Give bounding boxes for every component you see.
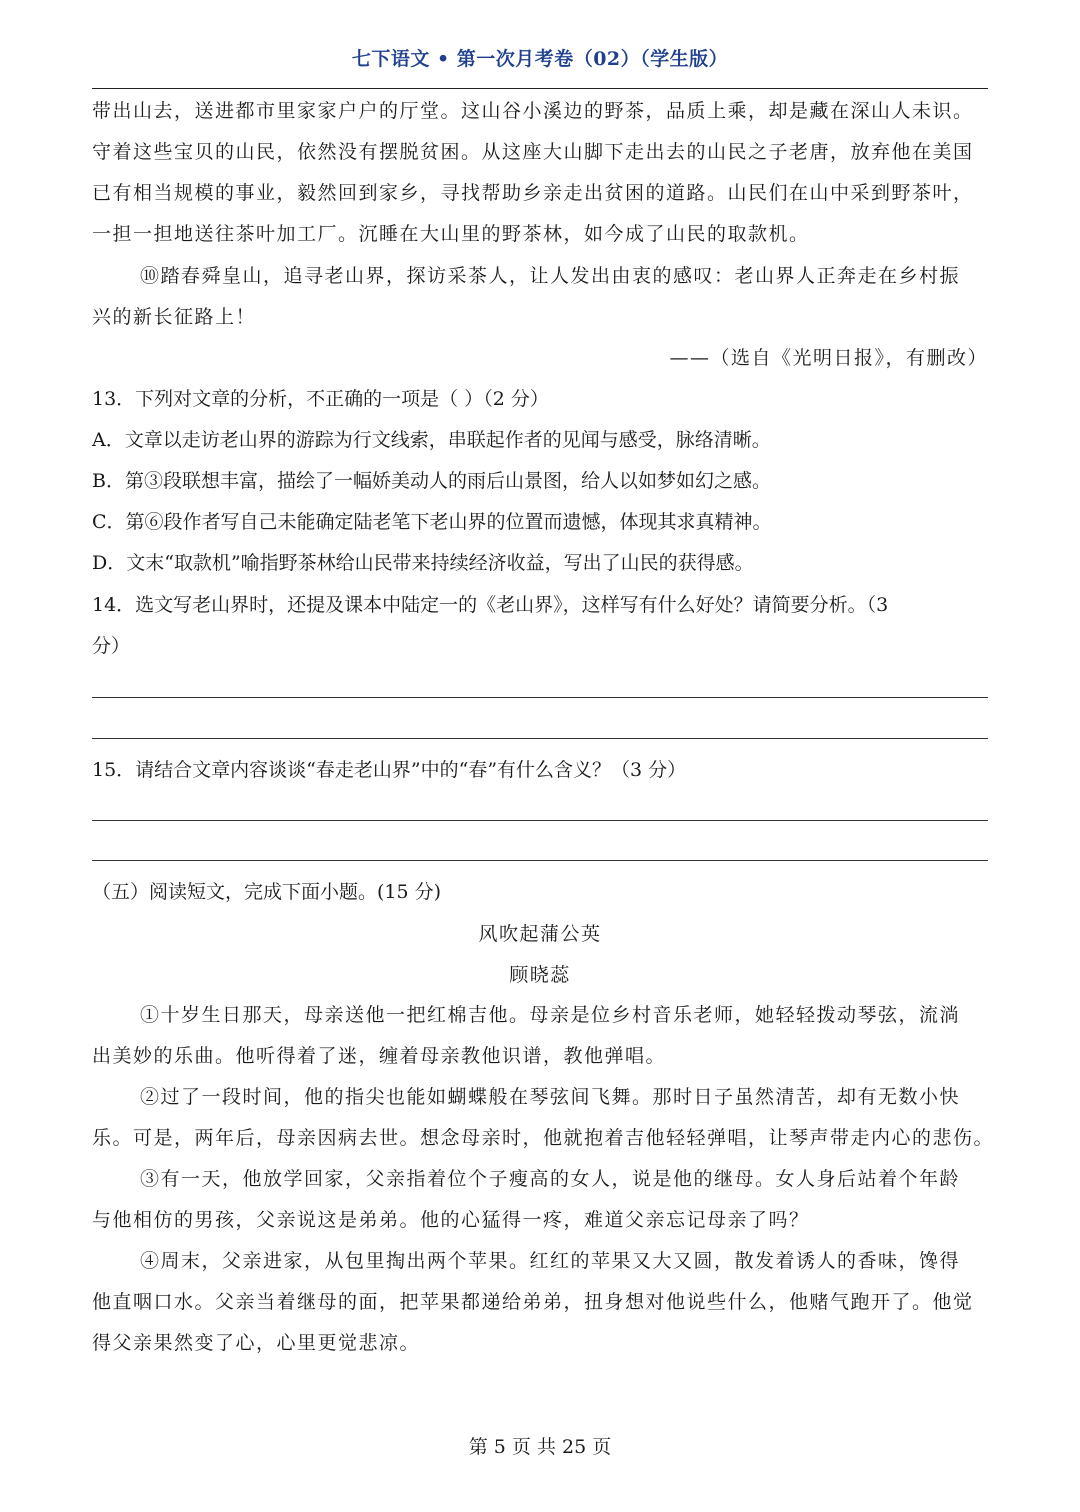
story-line: 与他相仿的男孩，父亲说这是弟弟。他的心猛得一疼，难道父亲忘记母亲了吗？	[92, 1209, 810, 1231]
question-14-stem-line-1: 14．选文写老山界时，还提及课本中陆定一的《老山界》，这样写有什么好处？请简要分析。（3	[92, 594, 889, 616]
question-15-answer-line	[92, 820, 988, 821]
story-line: ④周末，父亲进家，从包里掏出两个苹果。红红的苹果又大又圆，散发着诱人的香味，馋得	[140, 1250, 961, 1272]
story-line: 他直咽口水。父亲当着继母的面，把苹果都递给弟弟，扭身想对他说些什么，他赌气跑开了。他觉	[92, 1291, 974, 1313]
question-13-option-b: B．第③段联想丰富，描绘了一幅娇美动人的雨后山景图，给人以如梦如幻之感。	[92, 470, 771, 492]
question-13-option-d: D．文末“取款机”喻指野茶林给山民带来持续经济收益，写出了山民的获得感。	[92, 552, 754, 574]
question-15-answer-line	[92, 860, 988, 861]
story-line: 得父亲果然变了心，心里更觉悲凉。	[92, 1332, 421, 1354]
passage-line: 一担一担地送往茶叶加工厂。沉睡在大山里的野茶林，如今成了山民的取款机。	[92, 223, 810, 245]
question-15-stem: 15．请结合文章内容谈谈“春走老山界”中的“春”有什么含义？（3 分）	[92, 759, 687, 781]
question-13-option-c: C．第⑥段作者写自己未能确定陆老笔下老山界的位置而遗憾，体现其求真精神。	[92, 511, 772, 533]
story-line: 乐。可是，两年后，母亲因病去世。想念母亲时，他就抱着吉他轻轻弹唱，让琴声带走内心的悲伤。	[92, 1127, 995, 1149]
paragraph-10-line-1: ⑩踏春舜皇山，追寻老山界，探访采茶人，让人发出由衷的感叹：老山界人正奔走在乡村振	[140, 265, 961, 287]
question-14-answer-line	[92, 697, 988, 698]
passage-source: ——（选自《光明日报》，有删改）	[669, 347, 988, 369]
story-title: 风吹起蒲公英	[478, 923, 602, 945]
section-5-heading: （五）阅读短文，完成下面小题。(15 分)	[92, 881, 442, 903]
passage-line: 带出山去，送进都市里家家户户的厅堂。这山谷小溪边的野茶，品质上乘，却是藏在深山人未识。	[92, 100, 974, 122]
page-number: 第 5 页 共 25 页	[468, 1436, 612, 1458]
story-line: ②过了一段时间，他的指尖也能如蝴蝶般在琴弦间飞舞。那时日子虽然清苦，却有无数小快	[140, 1086, 961, 1108]
passage-line: 守着这些宝贝的山民，依然没有摆脱贫困。从这座大山脚下走出去的山民之子老唐，放弃他在美国	[92, 141, 974, 163]
question-13-option-a: A．文章以走访老山界的游踪为行文线索，串联起作者的见闻与感受，脉络清晰。	[92, 429, 771, 451]
passage-line: 已有相当规模的事业，毅然回到家乡，寻找帮助乡亲走出贫困的道路。山民们在山中采到野茶叶，	[92, 182, 974, 204]
question-14-answer-line	[92, 738, 988, 739]
story-line: ①十岁生日那天，母亲送他一把红棉吉他。母亲是位乡村音乐老师，她轻轻拨动琴弦，流淌	[140, 1004, 961, 1026]
story-line: ③有一天，他放学回家，父亲指着位个子瘦高的女人，说是他的继母。女人身后站着个年龄	[140, 1168, 961, 1190]
story-line: 出美妙的乐曲。他听得着了迷，缠着母亲教他识谱，教他弹唱。	[92, 1045, 667, 1067]
paragraph-10-line-2: 兴的新长征路上！	[92, 306, 257, 328]
question-14-stem-line-2: 分）	[92, 635, 131, 657]
page-header-title: 七下语文 • 第一次月考卷（02）（学生版）	[351, 48, 729, 70]
question-13-stem: 13．下列对文章的分析，不正确的一项是（ ）（2 分）	[92, 388, 549, 410]
header-divider	[92, 88, 988, 89]
story-author: 顾晓蕊	[509, 964, 571, 986]
